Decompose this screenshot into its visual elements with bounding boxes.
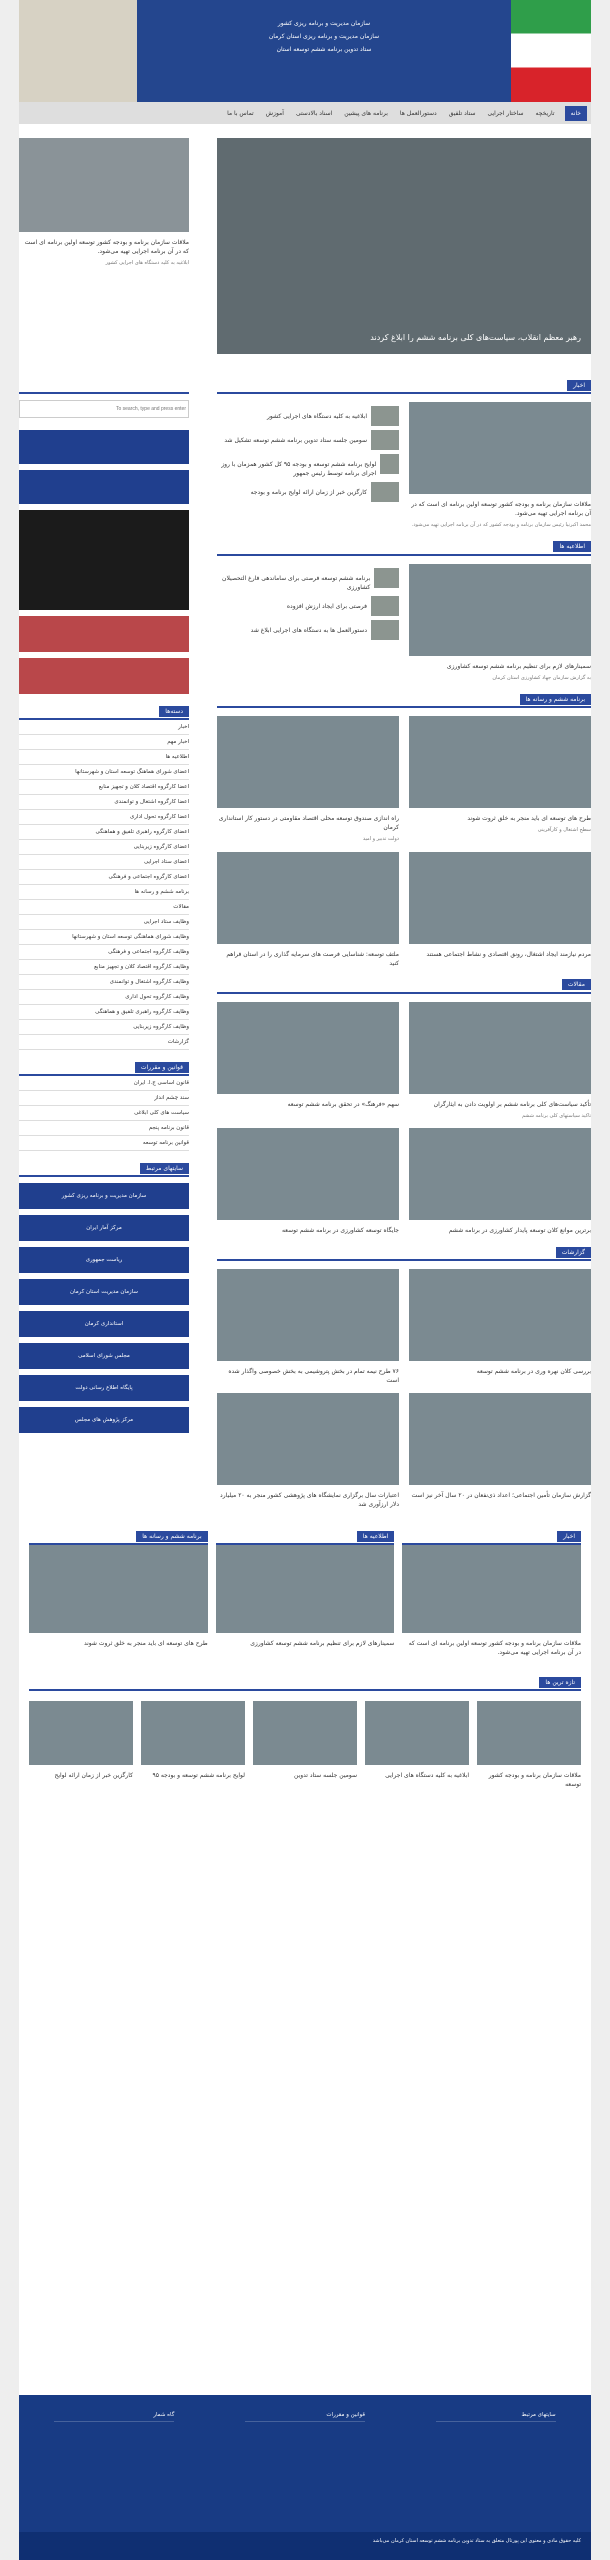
tag-item[interactable]: اعضای ستاد اجرایی [19, 855, 189, 870]
media-title[interactable]: راه اندازی صندوق توسعه محلی اقتصاد مقاومتی در دستور کار استانداری کرمان [218, 815, 399, 831]
link-banner[interactable]: مرکز آمار ایران [19, 1215, 189, 1241]
bottom-media-image[interactable] [29, 1545, 208, 1633]
bottom-news-title: اخبار [402, 1529, 581, 1545]
article-title[interactable]: سهم «فرهنگ» در تحقق برنامه ششم توسعه [287, 1100, 399, 1108]
law-item[interactable]: سیاست های کلی ابلاغی [19, 1106, 189, 1121]
latest-text[interactable]: ابلاغیه به کلیه دستگاه های اجرایی [385, 1772, 469, 1779]
latest-text[interactable]: ملاقات سازمان برنامه و بودجه کشور توسعه [488, 1772, 581, 1788]
link-banner[interactable]: سازمان مدیریت و برنامه ریزی کشور [19, 1183, 189, 1209]
latest-title: تازه ترین ها [29, 1675, 581, 1691]
bottom-ann-title: اطلاعیه ها [216, 1529, 395, 1545]
latest-image[interactable] [141, 1701, 245, 1765]
nav-structure[interactable]: ساختار اجرایی [487, 109, 524, 117]
nav-previous[interactable]: برنامه های پیشین [344, 109, 388, 117]
latest-card[interactable] [29, 1701, 133, 1789]
banner-poll[interactable] [19, 658, 189, 694]
article-title[interactable]: برترین موانع کلان توسعه پایدار کشاورزی در برنامه ششم [448, 1227, 591, 1234]
bottom-ann-text[interactable]: سمینارهای لازم برای تنظیم برنامه ششم توسعه کشاورزی [250, 1640, 395, 1647]
org-sub: سازمان مدیریت و برنامه ریزی استان کرمان [268, 33, 380, 40]
reports-section-title: گزارشات [217, 1245, 591, 1261]
report-card[interactable] [217, 1269, 399, 1385]
article-card[interactable] [217, 1128, 399, 1235]
article-text: تاکید سیاستهای کلی برنامه ششم [521, 1112, 591, 1119]
nav-integration[interactable]: ستاد تلفیق [448, 109, 476, 117]
bottom-media-text[interactable]: طرح های توسعه ای باید منجر به خلق ثروت شوند [83, 1640, 208, 1647]
ann-thumb[interactable] [374, 568, 399, 588]
news-main-text: محمد اکبرنیا رئیس سازمان برنامه و بودجه کشور که در آن برنامه اجرایی تهیه می‌شود. [411, 522, 591, 528]
media-title[interactable]: مردم نیازمند ایجاد اشتغال، رونق اقتصادی و نشاط اجتماعی هستند [426, 950, 591, 958]
bottom-ann[interactable] [216, 1519, 395, 1657]
links-title: سایتهای مرتبط [19, 1161, 189, 1177]
tag-item[interactable]: وظایف کارگروه اجتماعی و فرهنگی [19, 945, 189, 960]
report-image[interactable] [409, 1269, 591, 1361]
hero-slider[interactable] [217, 138, 591, 354]
article-image[interactable] [409, 1002, 591, 1094]
tag-item[interactable]: اعضا کارگروه اقتصاد کلان و تجهیز منابع [19, 780, 189, 795]
ann-section-title: اطلاعیه ها [217, 540, 591, 556]
main-column [217, 368, 591, 1509]
media-card[interactable] [217, 716, 399, 844]
article-image[interactable] [217, 1002, 399, 1094]
ann-item[interactable]: دستورالعمل ها به دستگاه های اجرایی ابلاغ شد [250, 626, 367, 634]
dept-name: ستاد تدوین برنامه ششم توسعه استان [276, 46, 372, 53]
media-image[interactable] [217, 852, 399, 944]
latest-text[interactable]: سومین جلسه ستاد تدوین [294, 1772, 357, 1779]
ann-main-text: به گزارش سازمان جهاد کشاورزی استان کرمان [492, 674, 591, 681]
tag-item[interactable]: وظایف کارگروه زیربنایی [19, 1020, 189, 1035]
media-card[interactable] [409, 852, 591, 968]
news-section-title: اخبار [217, 378, 591, 394]
ann-main-title[interactable]: سمینارهای لازم برای تنظیم برنامه ششم توسعه کشاورزی [446, 662, 591, 670]
banner-1[interactable] [19, 430, 189, 464]
footer-links [436, 2409, 556, 2422]
media-card[interactable] [409, 716, 591, 844]
links-list [19, 1183, 189, 1433]
latest-image[interactable] [253, 1701, 357, 1765]
tag-item[interactable]: مقالات [19, 900, 189, 915]
report-card[interactable] [217, 1393, 399, 1509]
org-name: سازمان مدیریت و برنامه ریزی کشور [277, 20, 371, 27]
header-portraits [19, 0, 137, 102]
footer-law [245, 2409, 365, 2422]
news-main-image[interactable] [409, 402, 591, 494]
search-input[interactable] [19, 400, 189, 418]
report-card[interactable] [409, 1393, 591, 1509]
latest-image[interactable] [365, 1701, 469, 1765]
tag-item[interactable]: وظایف کارگروه تحول اداری [19, 990, 189, 1005]
article-card[interactable] [409, 1128, 591, 1235]
news-list [217, 402, 399, 530]
side-news-title[interactable]: ملاقات سازمان برنامه و بودجه کشور توسعه اولین برنامه ای است که در آن برنامه اجرایی تهیه می‌شود. [24, 239, 189, 255]
article-title[interactable]: جایگاه توسعه کشاورزی در برنامه ششم توسعه [281, 1227, 399, 1234]
report-image[interactable] [217, 1269, 399, 1361]
tag-item[interactable]: اعضا کارگروه اشتغال و توانمندی [19, 795, 189, 810]
latest-image[interactable] [29, 1701, 133, 1765]
header [19, 0, 591, 102]
latest-text[interactable]: لوایح برنامه ششم توسعه و بودجه ۹۵ [152, 1772, 245, 1779]
report-card[interactable] [409, 1269, 591, 1385]
nav-directives[interactable]: دستورالعمل ها [399, 109, 437, 117]
media-section-title: برنامه ششم و رسانه ها [217, 692, 591, 708]
footer-tags-title: گاه شمار [54, 2409, 174, 2422]
tag-item[interactable]: وظایف شورای هماهنگی توسعه استان و شهرستانها [19, 930, 189, 945]
link-banner[interactable]: ریاست جمهوری [19, 1247, 189, 1273]
news-thumb[interactable] [371, 430, 399, 450]
link-banner[interactable]: پایگاه اطلاع رسانی دولت [19, 1375, 189, 1401]
tags-list [19, 720, 189, 1050]
news-item[interactable]: ابلاغیه به کلیه دستگاه های اجرایی کشور [267, 413, 367, 420]
copyright: کلیه حقوق مادی و معنوی این پورتال متعلق به ستاد تدوین برنامه ششم توسعه استان کرمان می‌باشد [19, 2532, 591, 2560]
ann-thumb[interactable] [371, 596, 399, 616]
hero-caption[interactable]: رهبر معظم انقلاب، سیاست‌های کلی برنامه ششم را ابلاغ کردند [370, 333, 581, 342]
footer-tags [54, 2409, 174, 2422]
news-thumb[interactable] [380, 454, 399, 474]
news-thumb[interactable] [371, 482, 399, 502]
latest-image[interactable] [477, 1701, 581, 1765]
media-text: سطح اشتغال و کارآفرینی [537, 827, 591, 833]
footer [19, 2395, 591, 2560]
tag-item[interactable]: برنامه ششم و رسانه ها [19, 885, 189, 900]
tag-item[interactable]: وظایف کارگروه اقتصاد کلان و تجهیز منابع [19, 960, 189, 975]
tag-item[interactable]: وظایف ستاد اجرایی [19, 915, 189, 930]
law-title: قوانین و مقررات [19, 1060, 189, 1076]
tags-title: دسته‌ها [19, 704, 189, 720]
ann-item[interactable]: برنامه ششم توسعه فرصتی برای ساماندهی فارغ التحصیلان کشاورزی [222, 574, 371, 591]
tag-item[interactable]: وظایف کارگروه اشتغال و توانمندی [19, 975, 189, 990]
articles-section-title: مقالات [217, 978, 591, 994]
news-item[interactable]: لوایح برنامه ششم توسعه و بودجه ۹۵ کل کشور همزمان با روز اجرای برنامه توسط رئیس جمهور [221, 461, 377, 477]
report-title[interactable]: گزارش سازمان تأمین اجتماعی؛ اعداد ذی‌نفعان در ۲۰ سال آخر نیز است [411, 1492, 591, 1499]
report-title[interactable]: اعتبارات سال برگزاری نمایشگاه های پژوهشی کشور منجر به ۲۰ میلیارد دلار ارزآوری شد [220, 1492, 399, 1508]
latest-card[interactable] [253, 1701, 357, 1789]
ann-thumb[interactable] [371, 620, 399, 640]
latest-card[interactable] [477, 1701, 581, 1789]
side-news-sub[interactable]: ابلاغیه به کلیه دستگاه های اجرایی کشور [105, 260, 189, 266]
news-main-title[interactable]: ملاقات سازمان برنامه و بودجه کشور توسعه اولین برنامه ای است که در آن برنامه اجرایی تهیه می‌شود. [411, 501, 591, 517]
media-title[interactable]: ملتف توسعه: شناسایی فرصت های سرمایه گذاری را در استان فراهم کنید [226, 950, 399, 967]
nav-history[interactable]: تاریخچه [535, 109, 555, 117]
tag-item[interactable]: اعضا کارگروه تحول اداری [19, 810, 189, 825]
news-item[interactable]: سومین جلسه ستاد تدوین برنامه ششم توسعه تشکیل شد [224, 437, 367, 444]
tag-item[interactable]: وظایف کارگروه راهبری تلفیق و هماهنگی [19, 1005, 189, 1020]
tag-item[interactable]: اخبار مهم [19, 735, 189, 750]
footer-links-title: سایتهای مرتبط [436, 2409, 556, 2422]
article-card[interactable] [409, 1002, 591, 1121]
report-image[interactable] [409, 1393, 591, 1485]
ann-list [217, 564, 399, 683]
article-image[interactable] [409, 1128, 591, 1220]
article-image[interactable] [217, 1128, 399, 1220]
tag-item[interactable]: اعضای کارگروه زیربنایی [19, 840, 189, 855]
latest-text[interactable]: کارگزین خبر از زمان ارائه لوایح [54, 1772, 133, 1779]
flag-banner [511, 0, 591, 102]
link-banner[interactable]: مرکز پژوهش های مجلس [19, 1407, 189, 1433]
nav-docs[interactable]: اسناد بالادستی [295, 109, 333, 117]
banner-black[interactable] [19, 510, 189, 610]
media-image[interactable] [217, 716, 399, 808]
tag-item[interactable]: اعضای کارگروه اجتماعی و فرهنگی [19, 870, 189, 885]
law-item[interactable]: سند چشم انداز [19, 1091, 189, 1106]
tag-item[interactable]: گزارشات [19, 1035, 189, 1050]
bottom-news[interactable] [402, 1519, 581, 1657]
side-news-image[interactable] [19, 138, 189, 232]
nav-education[interactable]: آموزش [265, 109, 284, 117]
tag-item[interactable]: اطلاعیه ها [19, 750, 189, 765]
sidebar [19, 368, 189, 1509]
law-list [19, 1076, 189, 1151]
report-title[interactable]: ۷۶ طرح نیمه تمام در بخش پتروشیمی به بخش خصوصی واگذار شده است [228, 1368, 399, 1384]
page-container [19, 0, 591, 2560]
report-title[interactable]: بررسی کلان نهره وری در برنامه ششم توسعه [476, 1368, 591, 1375]
bottom-news-text[interactable]: ملاقات سازمان برنامه و بودجه کشور توسعه اولین برنامه ای است که در آن برنامه اجرایی تهیه می‌شود. [408, 1640, 581, 1656]
bottom-media[interactable] [29, 1519, 208, 1657]
media-card[interactable] [217, 852, 399, 968]
ann-main-card[interactable] [409, 564, 591, 683]
ann-main-image[interactable] [409, 564, 591, 656]
tag-item[interactable]: اعضای شورای هماهنگ توسعه استان و شهرستانها [19, 765, 189, 780]
latest-card[interactable] [141, 1701, 245, 1789]
header-title [137, 0, 511, 102]
nav-home[interactable]: خانه [565, 106, 587, 121]
law-item[interactable]: قانون برنامه پنجم [19, 1121, 189, 1136]
law-item[interactable]: قانون اساسی ج.ا. ایران [19, 1076, 189, 1091]
news-item[interactable]: کارگزین خبر از زمان ارائه لوایح برنامه و بودجه [250, 489, 367, 496]
media-text: دولت تدبیر و امید [362, 836, 399, 842]
bottom-media-title: برنامه ششم و رسانه ها [29, 1529, 208, 1545]
media-image[interactable] [409, 852, 591, 944]
side-news [19, 138, 189, 354]
news-main-card[interactable] [409, 402, 591, 530]
banner-2[interactable] [19, 470, 189, 504]
article-title[interactable]: تأکید سیاست‌های کلی برنامه ششم بر اولویت دادن به ایثارگران [433, 1100, 591, 1108]
tag-item[interactable]: اعضای کارگروه راهبری تلفیق و هماهنگی [19, 825, 189, 840]
link-banner[interactable]: استانداری کرمان [19, 1311, 189, 1337]
article-card[interactable] [217, 1002, 399, 1121]
banner-report[interactable] [19, 616, 189, 652]
nav-contact[interactable]: تماس با ما [227, 109, 254, 117]
ann-item[interactable]: فرصتی برای ایجاد ارزش افزوده [286, 602, 367, 610]
main-nav [19, 102, 591, 124]
media-title[interactable]: طرح های توسعه ای باید منجر به خلق ثروت شوند [467, 815, 591, 822]
law-item[interactable]: قوانین برنامه توسعه [19, 1136, 189, 1151]
report-image[interactable] [217, 1393, 399, 1485]
link-banner[interactable]: مجلس شورای اسلامی [19, 1343, 189, 1369]
search-area [19, 378, 189, 394]
news-thumb[interactable] [371, 406, 399, 426]
latest-card[interactable] [365, 1701, 469, 1789]
bottom-ann-image[interactable] [216, 1545, 395, 1633]
media-image[interactable] [409, 716, 591, 808]
footer-law-title: قوانین و مقررات [245, 2409, 365, 2422]
tag-item[interactable]: اخبار [19, 720, 189, 735]
bottom-news-image[interactable] [402, 1545, 581, 1633]
link-banner[interactable]: سازمان مدیریت استان کرمان [19, 1279, 189, 1305]
